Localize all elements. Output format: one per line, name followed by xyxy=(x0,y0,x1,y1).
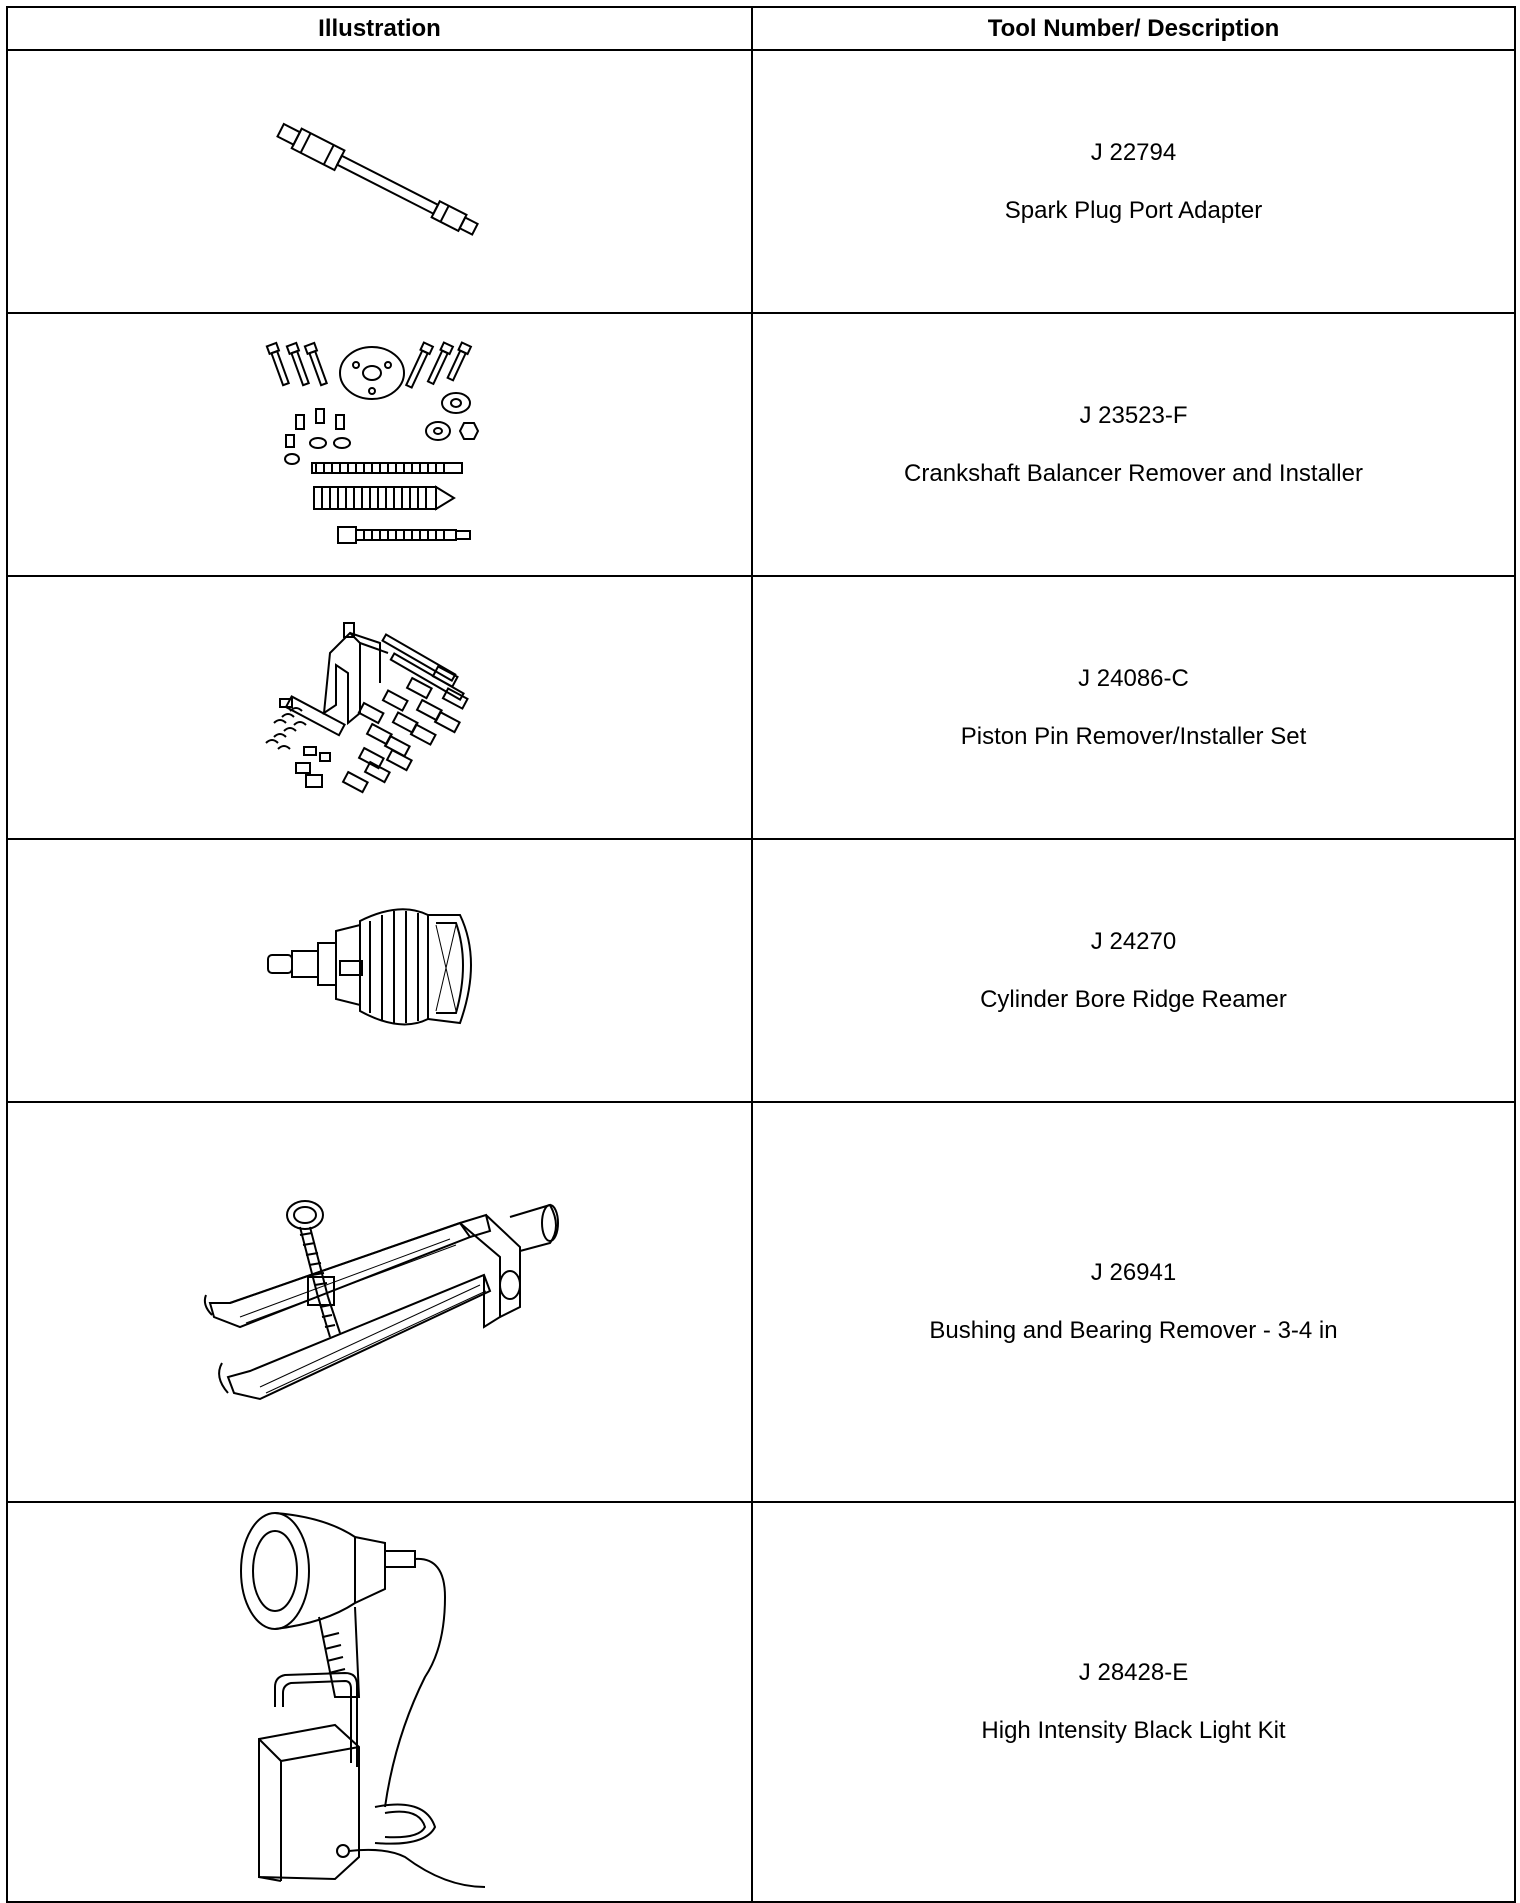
black-light-kit-icon xyxy=(235,1507,525,1897)
description-cell xyxy=(752,1102,1515,1502)
special-tools-table xyxy=(6,6,1516,1903)
illustration-cell xyxy=(7,50,752,313)
description-cell xyxy=(752,313,1515,576)
header-row xyxy=(7,7,1515,50)
description-cell xyxy=(752,50,1515,313)
table-row xyxy=(7,576,1515,839)
crankshaft-balancer-tool-icon xyxy=(260,335,500,555)
tool-number: J 24086-C xyxy=(1078,664,1189,692)
illustration-cell xyxy=(7,839,752,1102)
tool-description: Spark Plug Port Adapter xyxy=(1004,196,1263,224)
description-cell xyxy=(752,839,1515,1102)
illustration-cell xyxy=(7,1102,752,1502)
tool-number: J 23523-F xyxy=(1079,401,1188,429)
bushing-bearing-remover-icon xyxy=(200,1187,560,1417)
spark-plug-port-adapter-icon xyxy=(260,122,500,242)
tool-description: Crankshaft Balancer Remover and Installer xyxy=(904,459,1363,487)
tool-number: J 22794 xyxy=(1090,138,1177,166)
table-row xyxy=(7,1502,1515,1902)
tool-description: Piston Pin Remover/Installer Set xyxy=(960,722,1307,750)
table-row xyxy=(7,839,1515,1102)
illustration-cell xyxy=(7,1502,752,1902)
header-tool-number: Tool Number/ Description xyxy=(752,7,1515,50)
tool-description: Cylinder Bore Ridge Reamer xyxy=(980,985,1287,1013)
tool-description: High Intensity Black Light Kit xyxy=(981,1717,1286,1744)
illustration-cell xyxy=(7,576,752,839)
table-row xyxy=(7,313,1515,576)
piston-pin-set-icon xyxy=(260,613,500,803)
tool-number: J 28428-E xyxy=(1078,1659,1189,1686)
table-row xyxy=(7,1102,1515,1502)
description-cell xyxy=(752,576,1515,839)
tool-number: J 26941 xyxy=(1090,1259,1177,1286)
header-illustration: Illustration xyxy=(7,7,752,50)
illustration-cell xyxy=(7,313,752,576)
ridge-reamer-icon xyxy=(260,901,500,1041)
description-cell xyxy=(752,1502,1515,1902)
table-row xyxy=(7,50,1515,313)
tool-description: Bushing and Bearing Remover - 3-4 in xyxy=(929,1317,1338,1344)
tool-number: J 24270 xyxy=(1090,927,1177,955)
